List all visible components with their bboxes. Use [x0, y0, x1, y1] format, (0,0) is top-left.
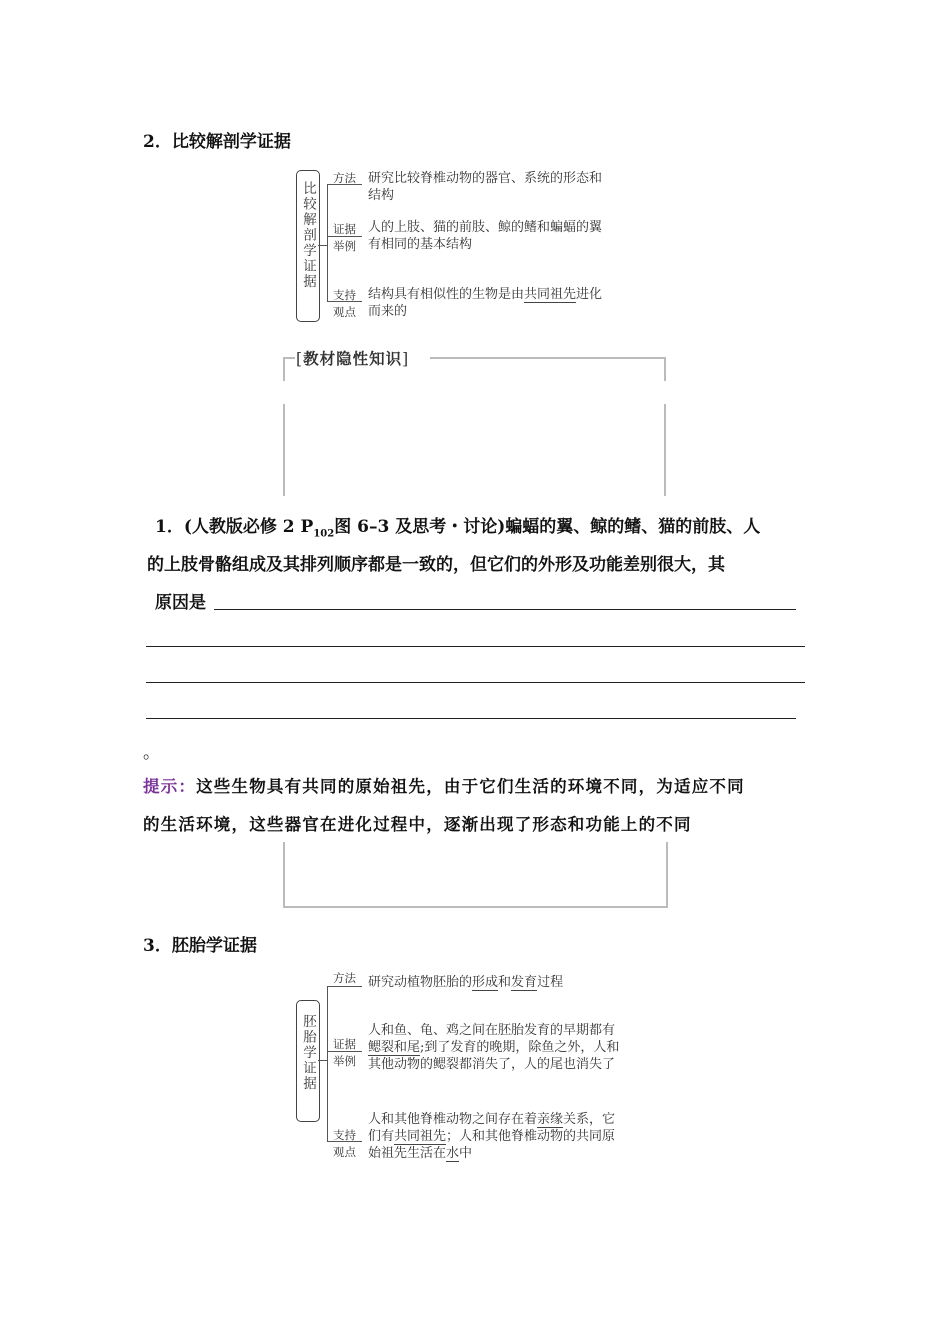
evidence-text-5: 其他动物的鳃裂都消失了，人的尾也消失了 [368, 1057, 616, 1072]
evidence-text-2: 有相同的基本结构 [368, 237, 473, 252]
support-text-1: 结构具有相似性的生物是由共同祖先进化 [368, 287, 603, 302]
support-label-3: 支持 [333, 1128, 356, 1142]
tip-line-1: 提示：这些生物具有共同的原始祖先，由于它们生活的环境不同，为适应不同 [143, 777, 745, 796]
method-label: 方法 [333, 171, 356, 185]
method-text-3: 研究动植物胚胎的形成和发育过程 [368, 975, 564, 990]
support-text-3: 人和其他脊椎动物之间存在着亲缘关系，它 [368, 1112, 616, 1127]
answer-blank-1[interactable] [214, 609, 796, 610]
support-label-1: 支持 [333, 288, 356, 302]
evidence-label-1: 证据 [333, 222, 356, 236]
answer-blank-2[interactable] [146, 646, 805, 647]
evidence-text-3: 人和鱼、龟、鸡之间在胚胎发育的早期都有 [368, 1023, 616, 1038]
answer-blank-4[interactable] [146, 718, 796, 719]
tip-line-2: 的生活环境，这些器官在进化过程中，逐渐出现了形态和功能上的不同 [143, 815, 692, 834]
support-text-4: 们有共同祖先；人和其他脊椎动物的共同原 [368, 1129, 616, 1144]
evidence-text-1: 人的上肢、猫的前肢、鲸的鳍和蝙蝠的翼 [368, 220, 603, 235]
question-1-line-3: 原因是 [155, 593, 206, 613]
question-end-mark: 。 [143, 743, 160, 763]
method-text-1: 研究比较脊椎动物的器官、系统的形态和 [368, 171, 603, 186]
tip-label: 提示： [143, 777, 197, 796]
evidence-label-4: 举例 [333, 1054, 356, 1068]
answer-blank-3[interactable] [146, 682, 805, 683]
support-label-4: 观点 [333, 1145, 356, 1159]
evidence-label-3: 证据 [333, 1037, 356, 1051]
method-label-2: 方法 [333, 971, 356, 985]
support-text-5: 始祖先生活在水中 [368, 1146, 473, 1161]
method-text-2: 结构 [368, 188, 395, 203]
evidence-label-2: 举例 [333, 239, 356, 253]
question-1-line-1: 1．(人教版必修 2 $P_{102}$图 6–3 及思考・讨论)蝙蝠的翼、鲸的鳍、猫的前肢、人 [155, 517, 761, 540]
diagram-root-label-2: 胚胎学证据 [300, 1014, 316, 1092]
support-text-2: 而来的 [368, 304, 408, 319]
support-label-2: 观点 [333, 305, 356, 319]
hidden-knowledge-title: [教材隐性知识] [296, 349, 410, 368]
diagram-root-label: 比较解剖学证据 [300, 181, 316, 290]
evidence-text-4: 鳃裂和尾;到了发育的晚期，除鱼之外，人和 [368, 1040, 620, 1055]
question-1-line-2: 的上肢骨骼组成及其排列顺序都是一致的，但它们的外形及功能差别很大，其 [147, 555, 725, 575]
section-3-heading: 3．胚胎学证据 [143, 936, 257, 956]
section-2-heading: 2．比较解剖学证据 [143, 132, 291, 152]
